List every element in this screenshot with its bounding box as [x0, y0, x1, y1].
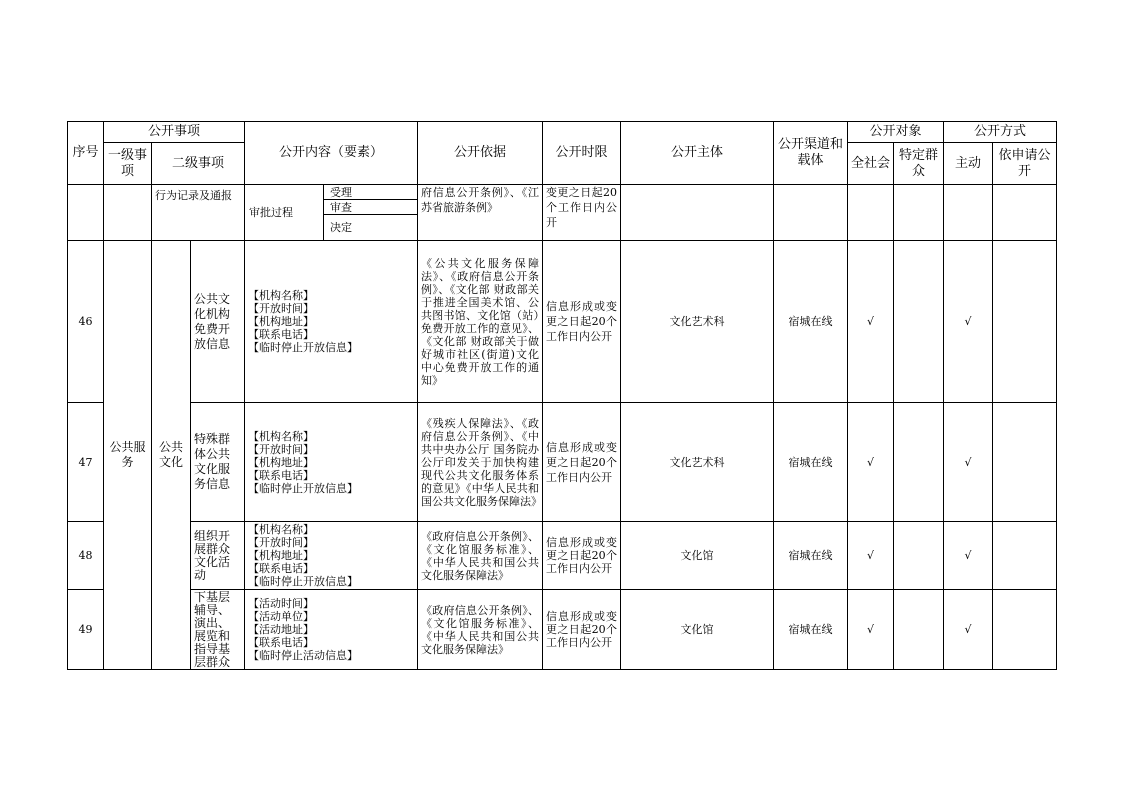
table-row-continuation [68, 185, 1057, 241]
header-level1: 一级事项 [104, 143, 152, 185]
header-content: 公开内容（要素） [245, 122, 418, 185]
approval-step-accept: 受理 [324, 185, 417, 200]
row-subject: 文化艺术科 [621, 241, 774, 403]
row-target-specific [894, 590, 944, 670]
cell-approval [245, 185, 418, 241]
row-mode-request [993, 241, 1057, 403]
row-channel: 宿城在线 [774, 241, 848, 403]
row-mode-request [993, 522, 1057, 590]
row-target-all: √ [848, 403, 894, 522]
row-content: 【机构名称】 【开放时间】 【机构地址】 【联系电话】 【临时停止开放信息】 [245, 241, 418, 403]
row-basis: 《政府信息公开条例》、《文化馆服务标准》、《中华人民共和国公共文化服务保障法》 [418, 590, 543, 670]
cell-specific-empty [894, 185, 944, 241]
table-row [68, 403, 1057, 522]
approval-label: 审批过程 [245, 185, 324, 240]
cell-request-empty [993, 185, 1057, 241]
table-row [68, 241, 1057, 403]
row-mode-active: √ [944, 522, 993, 590]
row-item: 公共文化机构免费开放信息 [191, 241, 245, 403]
table-row [68, 590, 1057, 670]
header-time: 公开时限 [543, 122, 621, 185]
row-mode-request [993, 590, 1057, 670]
header-items: 公开事项 [104, 122, 245, 143]
row-item: 特殊群体公共文化服务信息 [191, 403, 245, 522]
row-target-all: √ [848, 241, 894, 403]
row-time: 信息形成或变更之日起20个工作日内公开 [543, 403, 621, 522]
row-subject: 文化馆 [621, 522, 774, 590]
row-mode-request [993, 403, 1057, 522]
cell-channel-empty [774, 185, 848, 241]
row-number: 48 [68, 522, 104, 590]
row-target-specific [894, 403, 944, 522]
row-basis: 《残疾人保障法》、《政府信息公开条例》、《中共中央办公厅 国务院办公厅印发关于加快构建现代公共文化服务体系的意见》《中华人民共和国公共文化服务保障法》 [418, 403, 543, 522]
cell-basis: 府信息公开条例》、《江苏省旅游条例》 [418, 185, 543, 241]
cell-all-empty [848, 185, 894, 241]
cell-active-empty [944, 185, 993, 241]
header-target-all: 全社会 [848, 143, 894, 185]
row-item: 组织开展群众文化活动 [191, 522, 245, 590]
header-mode-active: 主动 [944, 143, 993, 185]
cell-time: 变更之日起20个工作日内公开 [543, 185, 621, 241]
header-level2: 二级事项 [152, 143, 245, 185]
row-number: 49 [68, 590, 104, 670]
row-time: 信息形成或变更之日起20个工作日内公开 [543, 241, 621, 403]
row-time: 信息形成或变更之日起20个工作日内公开 [543, 522, 621, 590]
row-content: 【活动时间】 【活动单位】 【活动地址】 【联系电话】 【临时停止活动信息】 [245, 590, 418, 670]
cell-level2: 行为记录及通报 [152, 185, 245, 241]
header-target-specific: 特定群众 [894, 143, 944, 185]
header-target: 公开对象 [848, 122, 944, 143]
header-mode: 公开方式 [944, 122, 1057, 143]
header-channel: 公开渠道和载体 [774, 122, 848, 185]
row-mode-active: √ [944, 241, 993, 403]
cell-seq-empty [68, 185, 104, 241]
row-channel: 宿城在线 [774, 522, 848, 590]
approval-step-review: 审查 [324, 200, 417, 215]
table-row [68, 522, 1057, 590]
row-basis: 《公共文化服务保障法》、《政府信息公开条例》、《文化部 财政部关于推进全国美术馆、公共图书馆、文化馆（站）免费开放工作的意见》、《文化部 财政部关于做好城市社区(街道)文化中心免费开放工作的通知》 [418, 241, 543, 403]
row-mode-active: √ [944, 590, 993, 670]
row-target-specific [894, 241, 944, 403]
row-number: 46 [68, 241, 104, 403]
row-number: 47 [68, 403, 104, 522]
row-target-all: √ [848, 590, 894, 670]
group-level2: 公共文化 [152, 241, 191, 670]
row-item: 下基层辅导、演出、展览和指导基层群众 [191, 590, 245, 670]
header-mode-request: 依申请公开 [993, 143, 1057, 185]
row-subject: 文化馆 [621, 590, 774, 670]
row-content: 【机构名称】 【开放时间】 【机构地址】 【联系电话】 【临时停止开放信息】 [245, 522, 418, 590]
row-time: 信息形成或变更之日起20个工作日内公开 [543, 590, 621, 670]
header-seq: 序号 [68, 122, 104, 185]
header-subject: 公开主体 [621, 122, 774, 185]
row-subject: 文化艺术科 [621, 403, 774, 522]
row-channel: 宿城在线 [774, 590, 848, 670]
cell-subject-empty [621, 185, 774, 241]
cell-level1-empty [104, 185, 152, 241]
group-level1: 公共服务 [104, 241, 152, 670]
row-target-all: √ [848, 522, 894, 590]
disclosure-table [67, 121, 1057, 670]
row-channel: 宿城在线 [774, 403, 848, 522]
approval-step-decide: 决定 [330, 221, 352, 234]
header-basis: 公开依据 [418, 122, 543, 185]
row-mode-active: √ [944, 403, 993, 522]
row-basis: 《政府信息公开条例》、《文化馆服务标准》、《中华人民共和国公共文化服务保障法》 [418, 522, 543, 590]
row-target-specific [894, 522, 944, 590]
row-content: 【机构名称】 【开放时间】 【机构地址】 【联系电话】 【临时停止开放信息】 [245, 403, 418, 522]
